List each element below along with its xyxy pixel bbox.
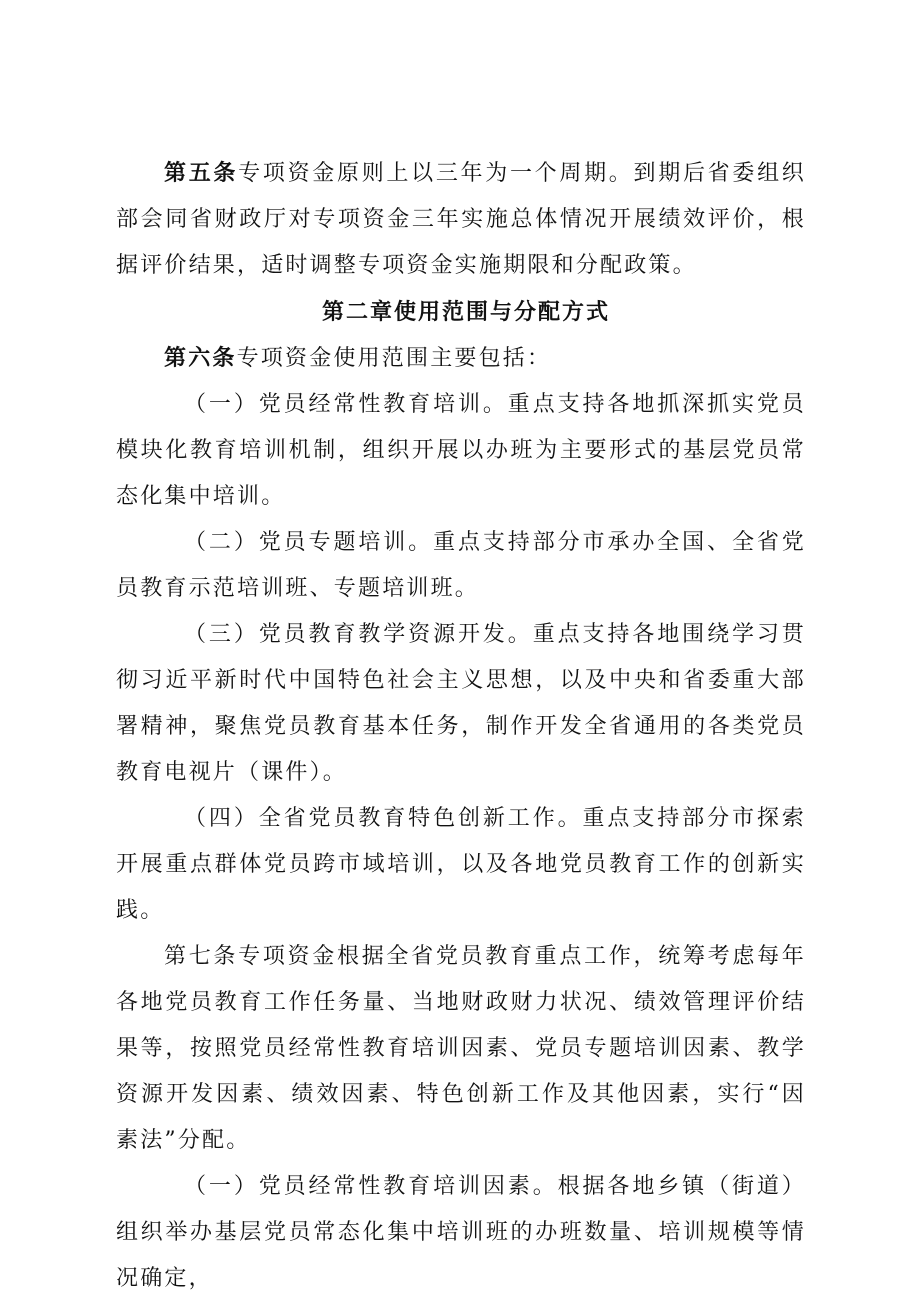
document-page: [116, 150, 806, 1302]
article-5-text: 专项资金原则上以三年为一个周期。到期后省委组织部会同省财政厅对专项资金三年实施总体情况开展绩效评价，根据评价结果，适时调整专项资金实施期限和分配政策。: [116, 161, 806, 278]
article-6-paragraph: [116, 335, 806, 382]
article-5-lead: 第五条: [164, 160, 239, 186]
article-5-paragraph: [116, 150, 806, 289]
article-6-item-2: （二）党员专题培训。重点支持部分市承办全国、全省党员教育示范培训班、专题培训班。: [116, 530, 806, 601]
article-6-text: 专项资金使用范围主要包括：: [236, 346, 552, 371]
article-7-paragraph: 第七条专项资金根据全省党员教育重点工作，统筹考虑每年各地党员教育工作任务量、当地财政财力状况、绩效管理评价结果等，按照党员经常性教育培训因素、党员专题培训因素、教学资源开发因素、绩效因素、特色创新工作及其他因素，实行“因素法”分配。: [116, 944, 806, 1153]
article-6-lead: 第六条: [164, 345, 237, 371]
article-6-item-3: （三）党员教育教学资源开发。重点支持各地围绕学习贯彻习近平新时代中国特色社会主义思想，以及中央和省委重大部署精神，聚焦党员教育基本任务，制作开发全省通用的各类党员教育电视片（课件）。: [116, 622, 806, 785]
article-6-item-4: （四）全省党员教育特色创新工作。重点支持部分市探索开展重点群体党员跨市域培训，以及各地党员教育工作的创新实践。: [116, 806, 806, 923]
article-6-item-1: （一）党员经常性教育培训。重点支持各地抓深抓实党员模块化教育培训机制，组织开展以办班为主要形式的基层党员常态化集中培训。: [116, 392, 806, 509]
chapter-2-heading: 第二章使用范围与分配方式: [321, 299, 610, 325]
article-7-item-1: （一）党员经常性教育培训因素。根据各地乡镇（街道）组织举办基层党员常态化集中培训班的办班数量、培训规模等情况确定，: [116, 1174, 806, 1291]
